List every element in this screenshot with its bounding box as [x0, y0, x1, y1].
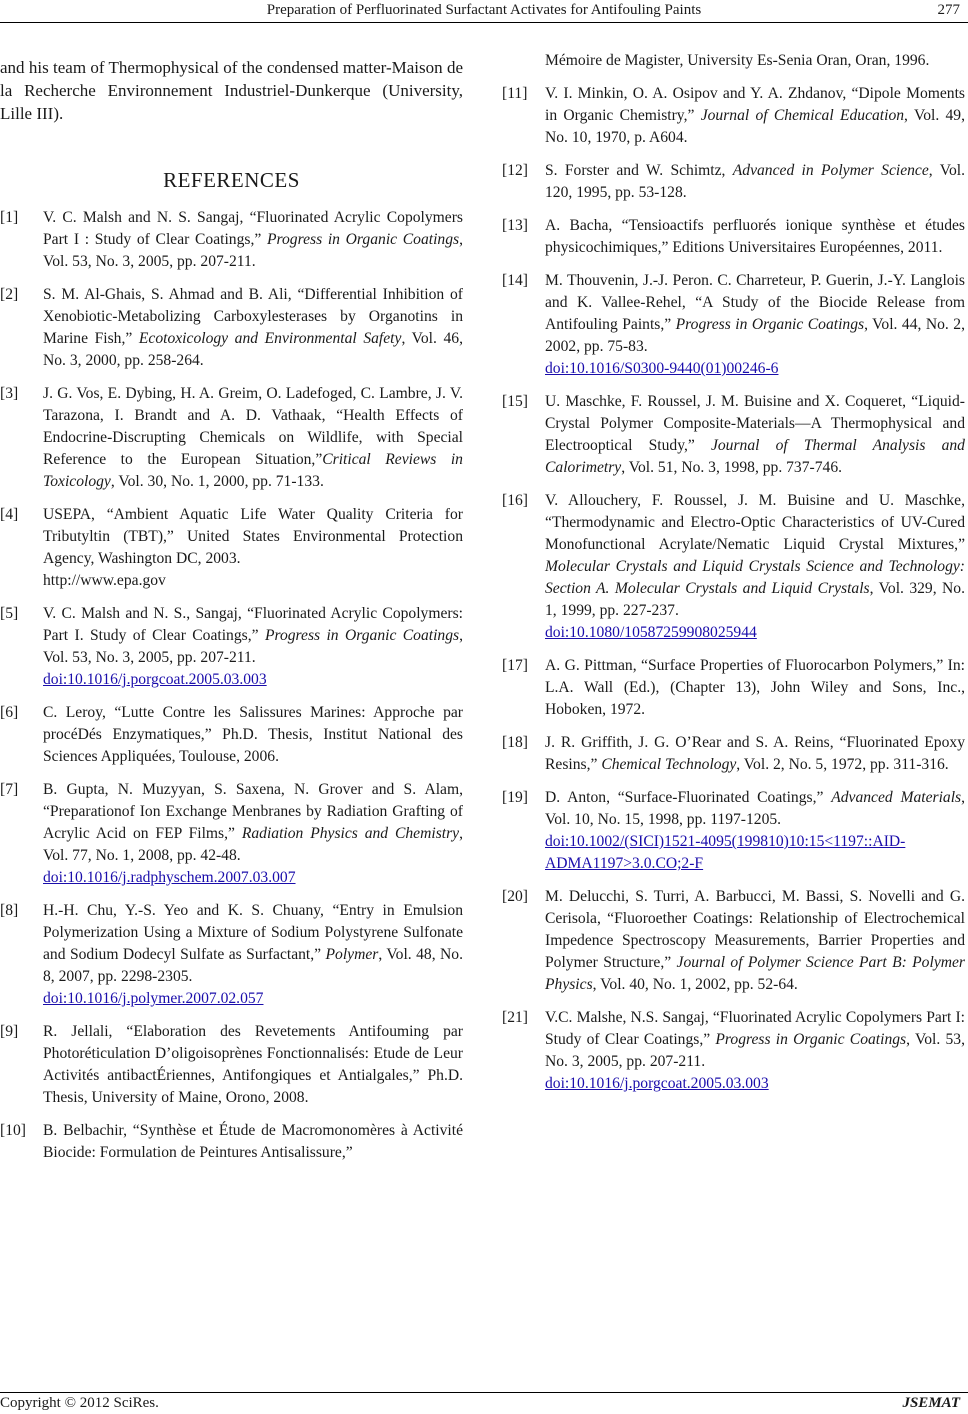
reference-details: , Vol. 30, No. 1, 2000, pp. 71-133.: [110, 473, 324, 490]
reference-details: , Vol. 44, No. 2, 2002, pp. 75-83.: [545, 316, 965, 355]
reference-details: , Vol. 120, 1995, pp. 53-128.: [545, 162, 965, 201]
reference-number: [4]: [0, 506, 19, 523]
doi-link[interactable]: doi:10.1080/10587259908025944: [545, 624, 757, 641]
reference-number: [21]: [502, 1009, 528, 1026]
reference-text: [545, 270, 965, 380]
reference-authors-title: S. Forster and W. Schimtz,: [545, 162, 733, 179]
reference-text: [43, 1021, 463, 1109]
reference-number: [20]: [502, 888, 528, 905]
reference-text: [43, 284, 463, 372]
reference-text: [545, 391, 965, 479]
doi-link[interactable]: doi:10.1016/j.porgcoat.2005.03.003: [43, 671, 267, 688]
reference-authors-title: J. R. Griffith, J. G. O’Rear and S. A. Reins, “Fluorinated Epoxy Resins,”: [545, 734, 965, 773]
reference-journal: Progress in Organic Coatings: [715, 1031, 907, 1048]
reference-authors-title: A. Bacha, “Tensioactifs perfluorés ionique synthèse et études physicochimiques,” Editions Universitaires Européennes, 2011.: [545, 217, 965, 256]
reference-journal: Journal of Thermal Analysis and Calorimetry: [545, 437, 965, 476]
reference-text: [545, 655, 965, 721]
doi-link[interactable]: doi:10.1016/j.radphyschem.2007.03.007: [43, 869, 296, 886]
reference-authors-title: V.C. Malshe, N.S. Sangaj, “Fluorinated Acrylic Copolymers Part I: Study of Clear Coatings,”: [545, 1009, 965, 1048]
reference-item: [0, 779, 463, 889]
reference-item: [502, 490, 965, 644]
doi-link[interactable]: doi:10.1016/j.porgcoat.2005.03.003: [545, 1075, 769, 1092]
reference-details: , Vol. 40, No. 1, 2002, pp. 52-64.: [592, 976, 798, 993]
reference-details: , Vol. 2, No. 5, 1972, pp. 311-316.: [736, 756, 949, 773]
reference-item: [0, 284, 463, 372]
reference-journal: Advanced Materials: [831, 789, 962, 806]
header-rule: [0, 22, 968, 23]
reference-text: [545, 215, 965, 259]
reference-item: [502, 655, 965, 721]
left-column: [0, 50, 463, 1175]
reference-text: [545, 160, 965, 204]
reference-details: , Vol. 49, No. 10, 1970, p. A604.: [545, 107, 965, 146]
reference-details: , Vol. 53, No. 3, 2005, pp. 207-211.: [43, 231, 463, 270]
reference-url: http://www.epa.gov: [43, 572, 166, 589]
reference-number: [11]: [502, 85, 528, 102]
reference-item: [502, 83, 965, 149]
page-number: 277: [937, 2, 960, 18]
footer-rule: [0, 1392, 968, 1393]
running-title: Preparation of Perfluorinated Surfactant Activates for Antifouling Paints: [266, 2, 702, 18]
reference-details: , Vol. 53, No. 3, 2005, pp. 207-211.: [545, 1031, 965, 1070]
reference-journal: Journal of Chemical Education: [700, 107, 905, 124]
doi-link[interactable]: doi:10.1002/(SICI)1521-4095(199810)10:15<1197::AID-ADMA1197>3.0.CO;2-F: [545, 833, 906, 872]
reference-journal: Journal of Polymer Science Part B: Polymer Physics: [545, 954, 965, 993]
reference-authors-title: B. Belbachir, “Synthèse et Étude de Macromonomères à Activité Biocide: Formulation de Peintures Antisalissure,”: [43, 1122, 463, 1161]
reference-details: , Vol. 46, No. 3, 2000, pp. 258-264.: [43, 330, 463, 369]
reference-number: [14]: [502, 272, 528, 289]
right-column: [502, 50, 965, 1106]
reference-item: [0, 603, 463, 691]
copyright-notice: Copyright © 2012 SciRes.: [0, 1395, 159, 1411]
reference-text: [545, 1007, 965, 1095]
reference-number: [1]: [0, 209, 19, 226]
reference-number: [12]: [502, 162, 528, 179]
reference-authors-title: H.-H. Chu, Y.-S. Yeo and K. S. Chuany, “Entry in Emulsion Polymerization Using a Mixture of Sodium Polystyrene Sulfonate and Sodium Dodecyl Sulfate as Surfactant,”: [43, 902, 463, 963]
right-reference-list: [502, 83, 965, 1095]
reference-item: [502, 391, 965, 479]
left-reference-list: [0, 207, 463, 1164]
reference-item: [0, 504, 463, 592]
reference-text: [545, 787, 965, 875]
running-header: [0, 0, 968, 22]
reference-number: [19]: [502, 789, 528, 806]
reference-authors-title: R. Jellali, “Elaboration des Revetements Antifouming par Photoréticulation D’oligoisoprènes Fonctionnalisés: Etude de Leur Activités antibactÉriennes, Antifongiques et Antialgales,” Ph.D. Thesis, University of Maine, Orono, 2008.: [43, 1023, 463, 1106]
reference-number: [7]: [0, 781, 19, 798]
reference-item: [0, 383, 463, 493]
reference-item: [502, 215, 965, 259]
reference-journal: Chemical Technology: [601, 756, 737, 773]
reference-authors-title: M. Thouvenin, J.-J. Peron. C. Charreteur, P. Guerin, J.-Y. Langlois and K. Vallee-Rehel, “A Study of the Biocide Release from Antifouling Paints,”: [545, 272, 965, 333]
reference-number: [5]: [0, 605, 19, 622]
reference-journal: Radiation Physics and Chemistry: [241, 825, 460, 842]
reference-text: [545, 490, 965, 644]
reference-item: [502, 886, 965, 996]
reference-authors-title: U. Maschke, F. Roussel, J. M. Buisine and X. Coqueret, “Liquid-Crystal Polymer Composite-Materials—A Thermophysical and Electrooptical Study,”: [545, 393, 965, 454]
reference-number: [16]: [502, 492, 528, 509]
reference-item: [0, 1120, 463, 1164]
reference-text: [43, 779, 463, 889]
reference-number: [8]: [0, 902, 19, 919]
reference-journal: Molecular Crystals and Liquid Crystals Science and Technology: Section A. Molecular Crystals and Liquid Crystals: [545, 558, 965, 597]
reference-item: [0, 207, 463, 273]
reference-details: , Vol. 51, No. 3, 1998, pp. 737-746.: [621, 459, 843, 476]
reference-journal: Progress in Organic Coatings: [264, 627, 460, 644]
reference-authors-title: A. G. Pittman, “Surface Properties of Fluorocarbon Polymers,” In: L.A. Wall (Ed.), (Chapter 13), John Wiley and Sons, Inc., Hoboken, 1972.: [545, 657, 965, 718]
doi-link[interactable]: doi:10.1016/S0300-9440(01)00246-6: [545, 360, 779, 377]
doi-link[interactable]: doi:10.1016/j.polymer.2007.02.057: [43, 990, 264, 1007]
reference-item: [502, 1007, 965, 1095]
reference-authors-title: V. C. Malsh and N. S., Sangaj, “Fluorinated Acrylic Copolymers: Part I. Study of Clear Coatings,”: [43, 605, 463, 644]
reference-number: [6]: [0, 704, 19, 721]
reference-number: [3]: [0, 385, 19, 402]
reference-journal: Progress in Organic Coatings: [675, 316, 865, 333]
reference-continuation: Mémoire de Magister, University Es-Senia Oran, Oran, 1996.: [545, 52, 930, 69]
reference-text: [43, 603, 463, 691]
reference-journal: Critical Reviews in Toxicology: [43, 451, 463, 490]
reference-journal: Advanced in Polymer Science: [732, 162, 929, 179]
reference-text: [43, 702, 463, 768]
reference-text: [43, 900, 463, 1010]
reference-details: , Vol. 329, No. 1, 1999, pp. 227-237.: [545, 580, 966, 619]
references-heading: REFERENCES: [163, 168, 300, 192]
reference-journal: Progress in Organic Coatings: [266, 231, 460, 248]
reference-authors-title: USEPA, “Ambient Aquatic Life Water Quality Criteria for Tributyltin (TBT),” United States Environmental Protection Agency, Washington DC, 2003.: [43, 506, 463, 567]
reference-authors-title: C. Leroy, “Lutte Contre les Salissures Marines: Approche par procéDés Enzymatiques,” Ph.D. Thesis, Institut National des Sciences Appliquées, Toulouse, 2006.: [43, 704, 463, 765]
reference-text: [43, 504, 463, 592]
reference-text: [545, 732, 965, 776]
reference-authors-title: V. C. Malsh and N. S. Sangaj, “Fluorinated Acrylic Copolymers Part I : Study of Clear Coatings,”: [43, 209, 463, 248]
reference-item: [0, 900, 463, 1010]
reference-details: , Vol. 48, No. 8, 2007, pp. 2298-2305.: [43, 946, 463, 985]
reference-item: [502, 270, 965, 380]
reference-authors-title: V. Allouchery, F. Roussel, J. M. Buisine and U. Maschke, “Thermodynamic and Electro-Optic Characteristics of UV-Cured Monofunctional Acrylate/Nematic Liquid Crystal Mixtures,”: [545, 492, 965, 553]
reference-number: [9]: [0, 1023, 19, 1040]
reference-authors-title: D. Anton, “Surface-Fluorinated Coatings,”: [545, 789, 832, 806]
reference-item: [502, 732, 965, 776]
reference-journal: Ecotoxicology and Environmental Safety: [138, 330, 402, 347]
reference-text: [545, 886, 965, 996]
reference-text: [43, 383, 463, 493]
reference-text: [43, 207, 463, 273]
reference-item: [502, 160, 965, 204]
reference-authors-title: J. G. Vos, E. Dybing, H. A. Greim, O. Ladefoged, C. Lambre, J. V. Tarazona, I. Brandt and A. D. Vathaak, “Health Effects of Endocrine-Discrupting Chemicals on Wildlife, with Special Reference to the European Situation,”: [43, 385, 463, 468]
intro-paragraph: and his team of Thermophysical of the condensed matter-Maison de la Recherche Environnement Industriel-Dunkerque (University, Lille III).: [0, 58, 463, 123]
reference-text: [43, 1120, 463, 1164]
reference-item: [0, 1021, 463, 1109]
reference-number: [18]: [502, 734, 528, 751]
reference-details: , Vol. 77, No. 1, 2008, pp. 42-48.: [43, 825, 463, 864]
reference-text: [545, 83, 965, 149]
reference-journal: Polymer: [325, 946, 379, 963]
reference-details: , Vol. 53, No. 3, 2005, pp. 207-211.: [43, 627, 463, 666]
reference-number: [13]: [502, 217, 528, 234]
reference-details: , Vol. 10, No. 15, 1998, pp. 1197-1205.: [545, 789, 966, 828]
reference-authors-title: M. Delucchi, S. Turri, A. Barbucci, M. Bassi, S. Novelli and G. Cerisola, “Fluoroether Coatings: Relationship of Electrochemical Impedence Spectroscopy Measurements, Barrier Properties and Polymer Structure,”: [545, 888, 965, 971]
reference-item: [502, 787, 965, 875]
reference-number: [2]: [0, 286, 19, 303]
reference-authors-title: S. M. Al-Ghais, S. Ahmad and B. Ali, “Differential Inhibition of Xenobiotic-Metabolizing Carboxylesterases by Organotins in Marine Fish,”: [43, 286, 463, 347]
reference-item: [0, 702, 463, 768]
reference-number: [17]: [502, 657, 528, 674]
reference-number: [15]: [502, 393, 528, 410]
reference-authors-title: V. I. Minkin, O. A. Osipov and Y. A. Zhdanov, “Dipole Moments in Organic Chemistry,”: [545, 85, 965, 124]
journal-abbreviation: JSEMAT: [902, 1395, 960, 1411]
reference-authors-title: B. Gupta, N. Muzyyan, S. Saxena, N. Grover and S. Alam, “Preparationof Ion Exchange Menbranes by Radiation Grafting of Acrylic Acid on FEP Films,”: [43, 781, 463, 842]
reference-number: [10]: [0, 1122, 26, 1139]
